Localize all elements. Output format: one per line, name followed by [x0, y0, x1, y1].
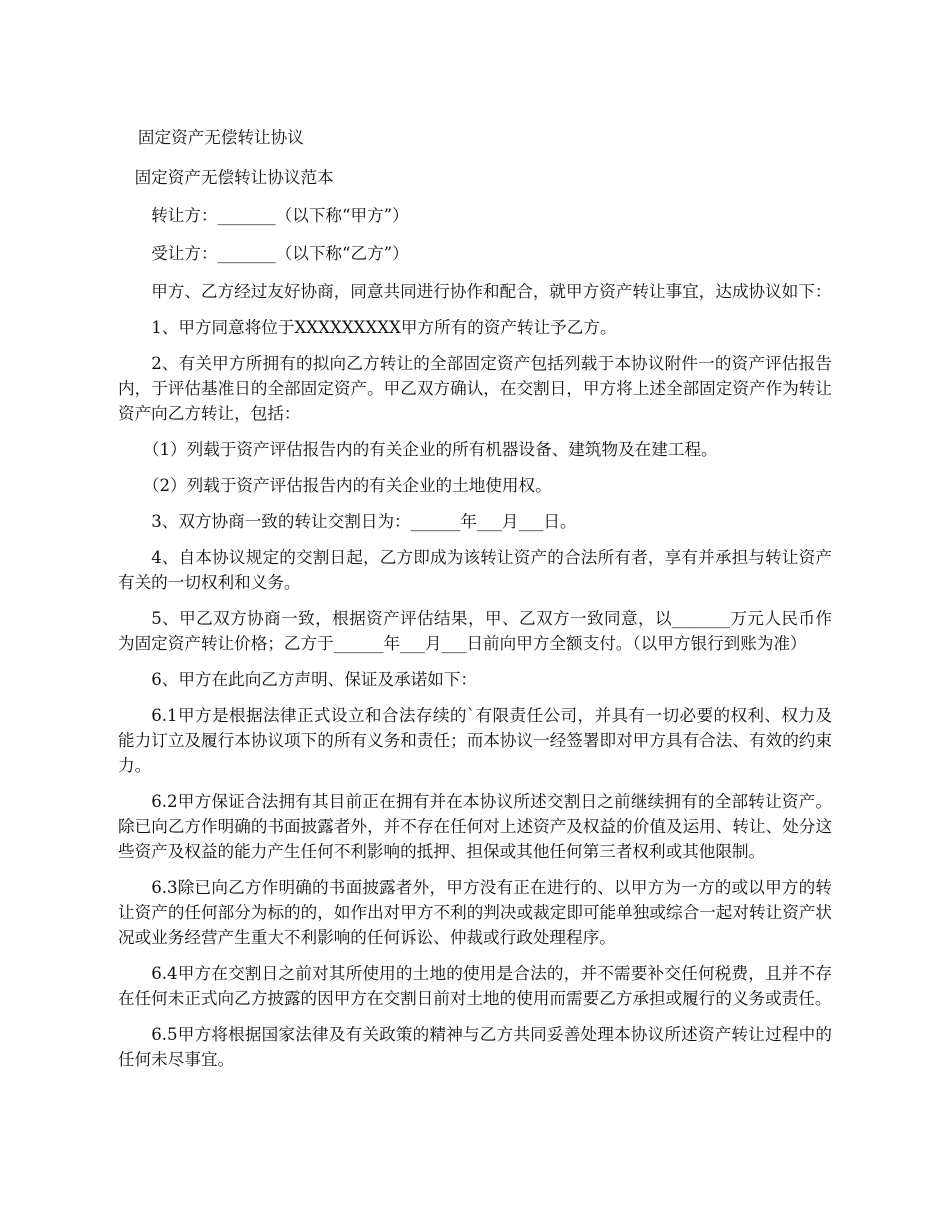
- document-subtitle: 固定资产无偿转让协议范本: [134, 168, 334, 187]
- clause-5: 5、甲乙双方协商一致，根据资产评估结果，甲、乙双方一致同意，以_______万元人民币作为固定资产转让价格；乙方于______年___月___日前向甲方全额支付。（以甲方银行到账为准）: [118, 609, 832, 653]
- document-title: 固定资产无偿转让协议: [137, 128, 304, 147]
- clause-4: 4、自本协议规定的交割日起，乙方即成为该转让资产的合法所有者，享有并承担与转让资产有关的一切权利和义务。: [118, 548, 832, 592]
- clause-6-5: 6.5甲方将根据国家法律及有关政策的精神与乙方共同妥善处理本协议所述资产转让过程中的任何未尽事宜。: [118, 1025, 832, 1069]
- clause-2: 2、有关甲方所拥有的拟向乙方转让的全部固定资产包括列载于本协议附件一的资产评估报告内，于评估基准日的全部固定资产。甲乙双方确认，在交割日，甲方将上述全部固定资产作为转让资产向乙方转让，包括：: [118, 354, 832, 423]
- intro-paragraph: 甲方、乙方经过友好协商，同意共同进行协作和配合，就甲方资产转让事宜，达成协议如下：: [151, 282, 832, 301]
- clause-3: 3、双方协商一致的转让交割日为：______年___月___日。: [151, 512, 577, 531]
- clause-1: 1、甲方同意将位于XXXXXXXXX甲方所有的资产转让予乙方。: [151, 318, 617, 337]
- clause-6-2: 6.2甲方保证合法拥有其目前正在拥有并在本协议所述交割日之前继续拥有的全部转让资产。除已向乙方作明确的书面披露者外，并不存在任何对上述资产及权益的价值及运用、转让、处分这些资产及权益的能力产生任何不利影响的抵押、担保或其他任何第三者权利或其他限制。: [118, 792, 832, 861]
- clause-2-item-1: （1）列载于资产评估报告内的有关企业的所有机器设备、建筑物及在建工程。: [142, 440, 718, 459]
- clause-6: 6、甲方在此向乙方声明、保证及承诺如下：: [151, 670, 478, 689]
- clause-6-1: 6.1甲方是根据法律正式设立和合法存续的`有限责任公司，并具有一切必要的权利、权力及能力订立及履行本协议项下的所有义务和责任；而本协议一经签署即对甲方具有合法、有效的约束力。: [118, 706, 832, 775]
- clause-6-4: 6.4甲方在交割日之前对其所使用的土地的使用是合法的，并不需要补交任何税费，且并不存在任何未正式向乙方披露的因甲方在交割日前对土地的使用而需要乙方承担或履行的义务或责任。: [118, 964, 832, 1008]
- transferee-line: 受让方：_______（以下称“乙方”）: [151, 244, 409, 263]
- clause-6-3: 6.3除已向乙方作明确的书面披露者外，甲方没有正在进行的、以甲方为一方的或以甲方的转让资产的任何部分为标的的，如作出对甲方不利的判决或裁定即可能单独或综合一起对转让资产状况或业务经营产生重大不利影响的任何诉讼、仲裁或行政处理程序。: [118, 878, 832, 947]
- clause-2-item-2: （2）列载于资产评估报告内的有关企业的土地使用权。: [142, 476, 552, 495]
- transferor-line: 转让方：_______（以下称“甲方”）: [151, 206, 409, 225]
